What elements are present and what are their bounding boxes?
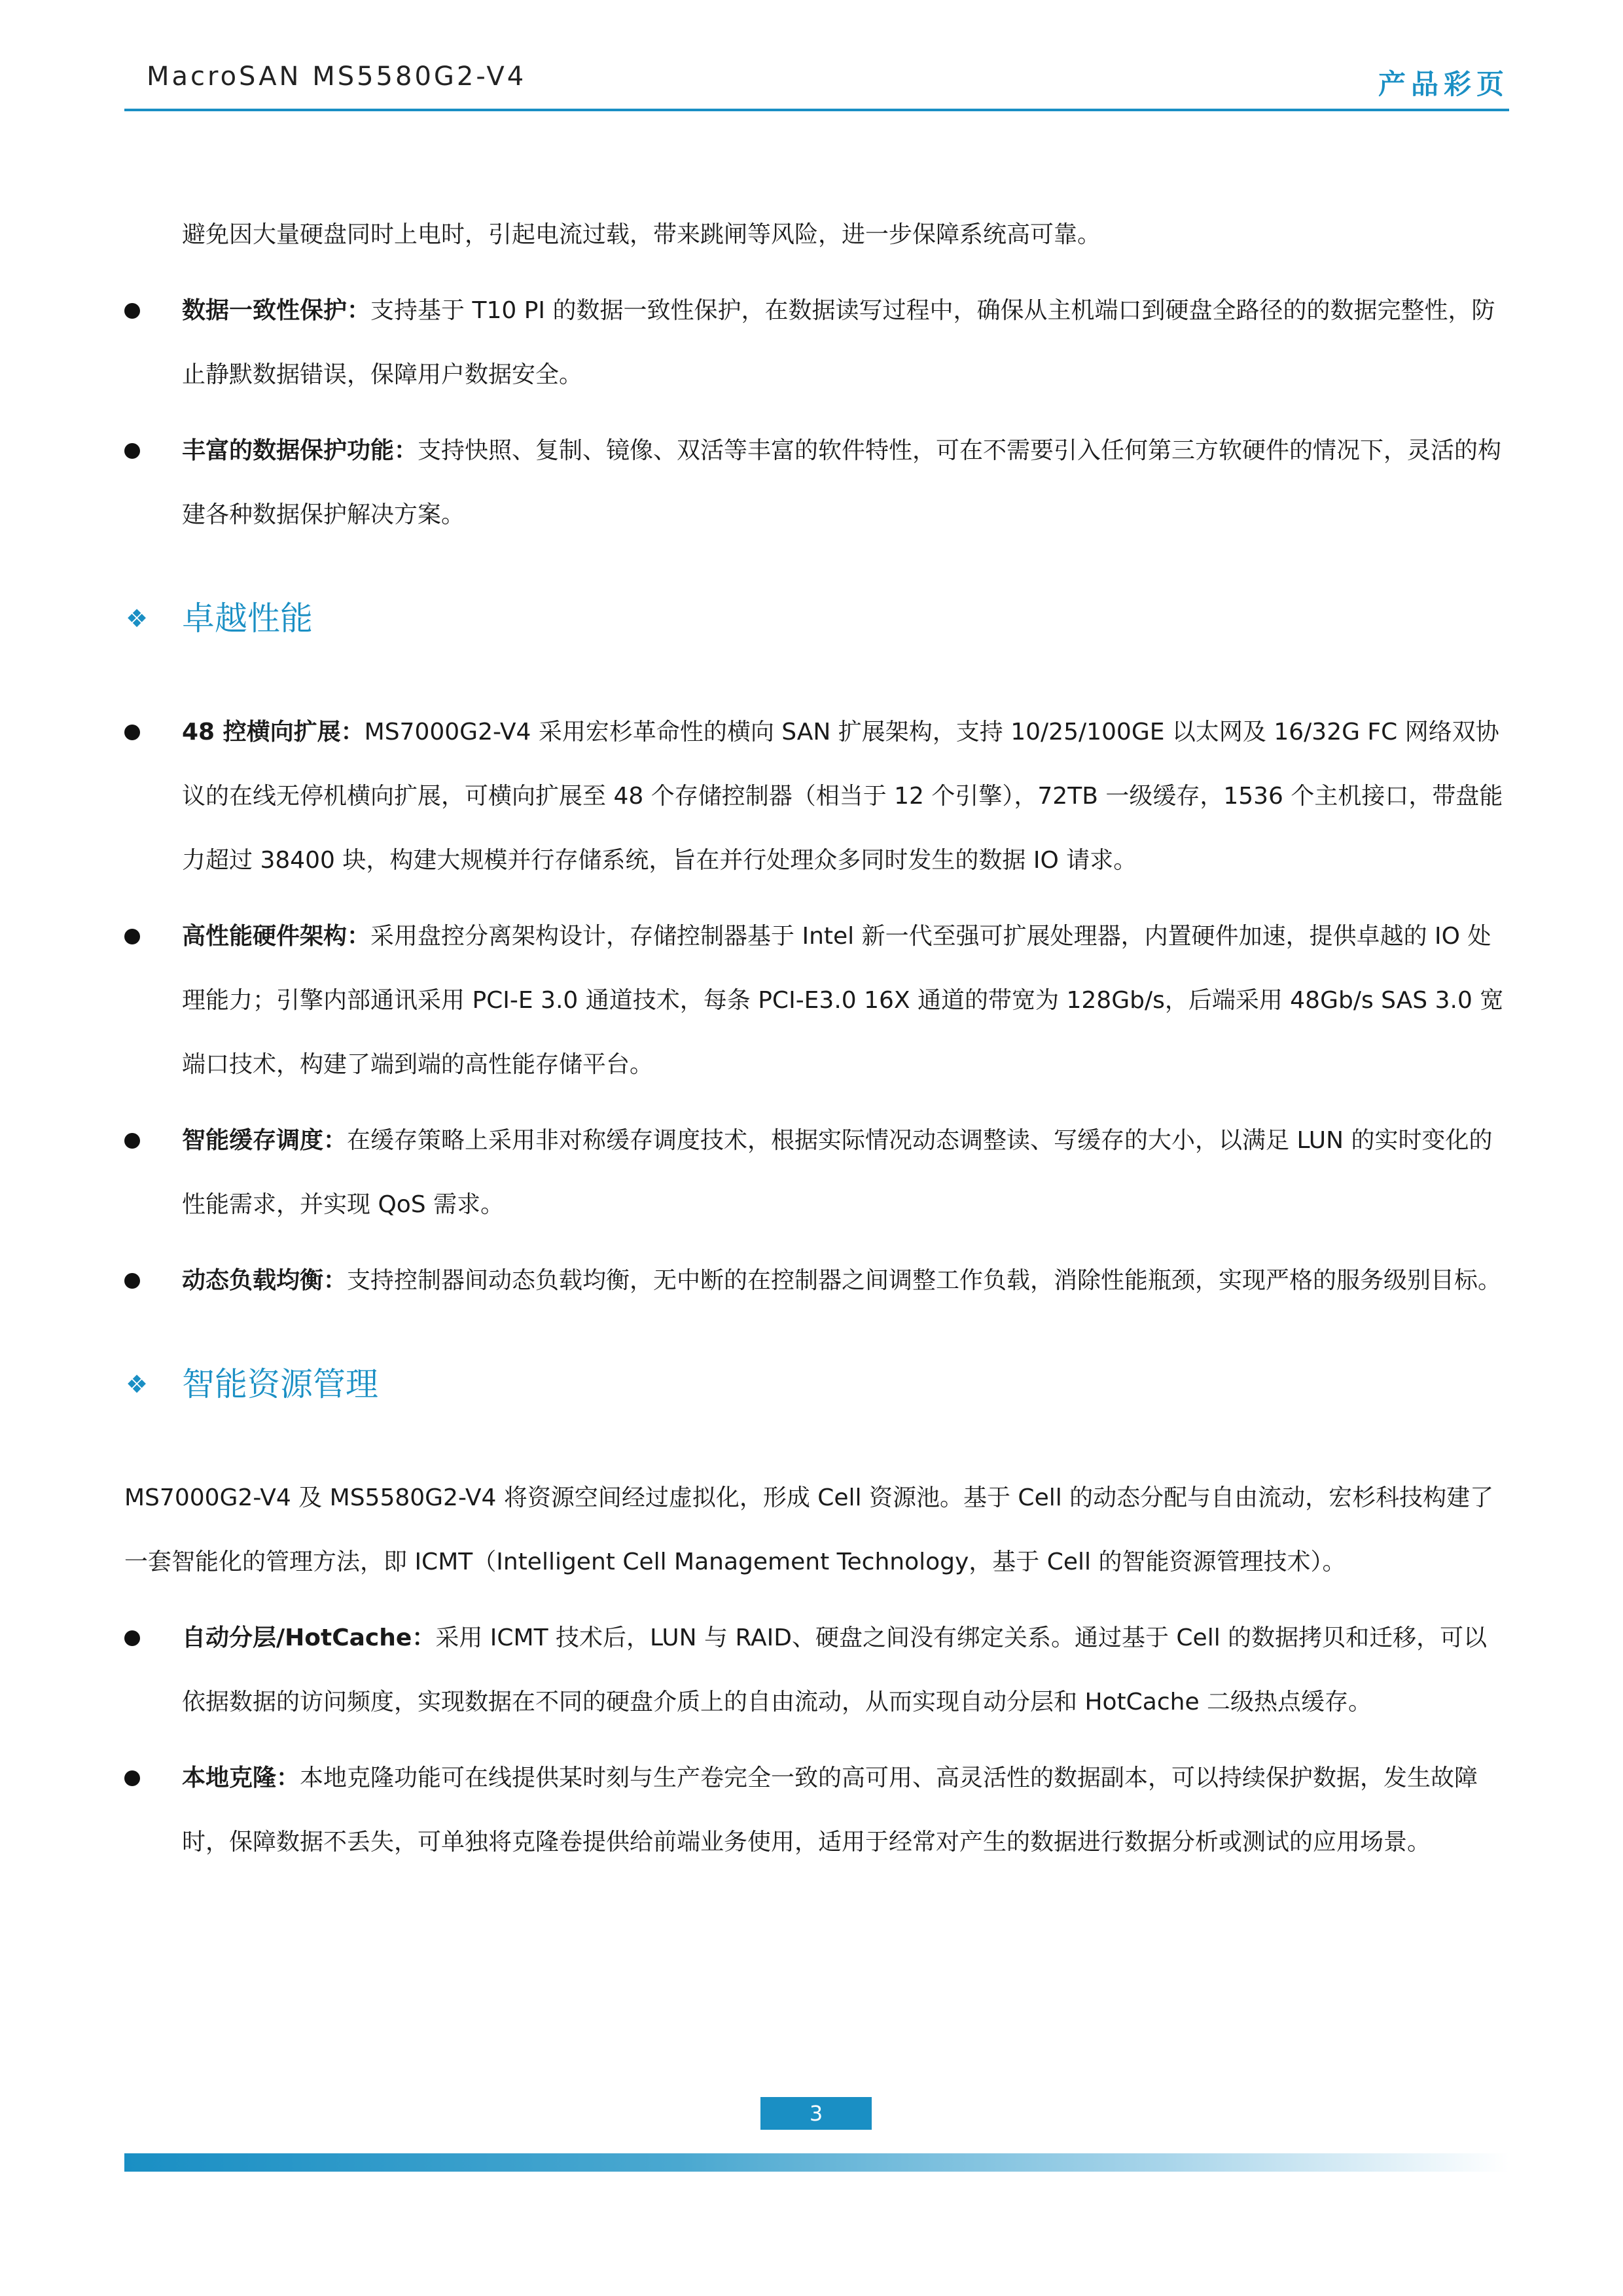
header-doc-type: 产品彩页: [1378, 68, 1509, 100]
bullet-item: [124, 1249, 1509, 1313]
bullet-label: 动态负载均衡：: [182, 1267, 348, 1294]
section-title: 智能资源管理: [182, 1365, 378, 1403]
bullet-label: 48 控横向扩展：: [182, 719, 365, 745]
bullet-label: 数据一致性保护：: [182, 297, 371, 324]
bullet-item: [124, 1746, 1509, 1874]
footer-gradient-bar: [124, 2153, 1509, 2172]
section-heading-performance: [124, 586, 1509, 655]
bullet-dot-icon: [124, 929, 140, 944]
bullet-dot-icon: [124, 1133, 140, 1149]
bullet-dot-icon: [124, 1273, 140, 1289]
bullet-text: 支持快照、复制、镜像、双活等丰富的软件特性，可在不需要引入任何第三方软硬件的情况下，灵活的构建各种数据保护解决方案。: [182, 437, 1502, 528]
section-heading-resource: [124, 1352, 1509, 1420]
page-number: 3: [760, 2097, 872, 2130]
diamond-icon: ❖: [126, 1370, 149, 1399]
bullet-text: 支持控制器间动态负载均衡，无中断的在控制器之间调整工作负载，消除性能瓶颈，实现严格的服务级别目标。: [347, 1267, 1502, 1294]
bullet-item: [124, 700, 1509, 893]
bullet-label: 自动分层/HotCache：: [182, 1624, 436, 1651]
intro-paragraph: MS7000G2-V4 及 MS5580G2-V4 将资源空间经过虚拟化，形成 Cell 资源池。基于 Cell 的动态分配与自由流动，宏杉科技构建了一套智能化的管理方法，即 ICMT（Intelligent Cell Management Technology，基于 Cell 的智能资源管理技术）。: [124, 1484, 1494, 1575]
bullet-text: 采用 ICMT 技术后，LUN 与 RAID、硬盘之间没有绑定关系。通过基于 Cell 的数据拷贝和迁移，可以依据数据的访问频度，实现数据在不同的硬盘介质上的自由流动，从而实现自动分层和 HotCache 二级热点缓存。: [182, 1624, 1488, 1715]
diamond-icon: ❖: [126, 604, 149, 633]
continuation-paragraph: 避免因大量硬盘同时上电时，引起电流过载，带来跳闸等风险，进一步保障系统高可靠。: [182, 221, 1101, 248]
bullet-text: MS7000G2-V4 采用宏杉革命性的横向 SAN 扩展架构，支持 10/25/100GE 以太网及 16/32G FC 网络双协议的在线无停机横向扩展，可横向扩展至 48 个存储控制器（相当于 12 个引擎），72TB 一级缓存，1536 个主机接口，带盘能力超过 38400 块，构建大规模并行存储系统，旨在并行处理众多同时发生的数据 IO 请求。: [182, 719, 1503, 874]
header-rule: [124, 109, 1509, 111]
bullet-dot-icon: [124, 725, 140, 740]
section-title: 卓越性能: [182, 600, 313, 637]
bullet-dot-icon: [124, 1770, 140, 1786]
bullet-label: 智能缓存调度：: [182, 1127, 348, 1154]
bullet-item: [124, 419, 1509, 547]
bullet-text: 本地克隆功能可在线提供某时刻与生产卷完全一致的高可用、高灵活性的数据副本，可以持续保护数据，发生故障时，保障数据不丢失，可单独将克隆卷提供给前端业务使用，适用于经常对产生的数据进行数据分析或测试的应用场景。: [182, 1765, 1478, 1856]
bullet-item: [124, 905, 1509, 1097]
bullet-text: 在缓存策略上采用非对称缓存调度技术，根据实际情况动态调整读、写缓存的大小，以满足 LUN 的实时变化的性能需求，并实现 QoS 需求。: [182, 1127, 1493, 1218]
bullet-item: [124, 1109, 1509, 1237]
bullet-label: 本地克隆：: [182, 1765, 300, 1791]
bullet-item: [124, 1606, 1509, 1734]
bullet-text: 支持基于 T10 PI 的数据一致性保护，在数据读写过程中，确保从主机端口到硬盘全路径的的数据完整性，防止静默数据错误，保障用户数据安全。: [182, 297, 1495, 388]
page-content: [124, 203, 1509, 1886]
bullet-label: 高性能硬件架构：: [182, 923, 371, 950]
bullet-dot-icon: [124, 303, 140, 319]
bullet-dot-icon: [124, 443, 140, 459]
bullet-text: 采用盘控分离架构设计，存储控制器基于 Intel 新一代至强可扩展处理器，内置硬件加速，提供卓越的 IO 处理能力；引擎内部通讯采用 PCI-E 3.0 通道技术，每条 PCI-E3.0 16X 通道的带宽为 128Gb/s，后端采用 48Gb/s SAS 3.0 宽端口技术，构建了端到端的高性能存储平台。: [182, 923, 1504, 1078]
header-product-name: MacroSAN MS5580G2-V4: [147, 62, 527, 92]
bullet-label: 丰富的数据保护功能：: [182, 437, 418, 464]
bullet-item: [124, 279, 1509, 407]
bullet-dot-icon: [124, 1630, 140, 1646]
